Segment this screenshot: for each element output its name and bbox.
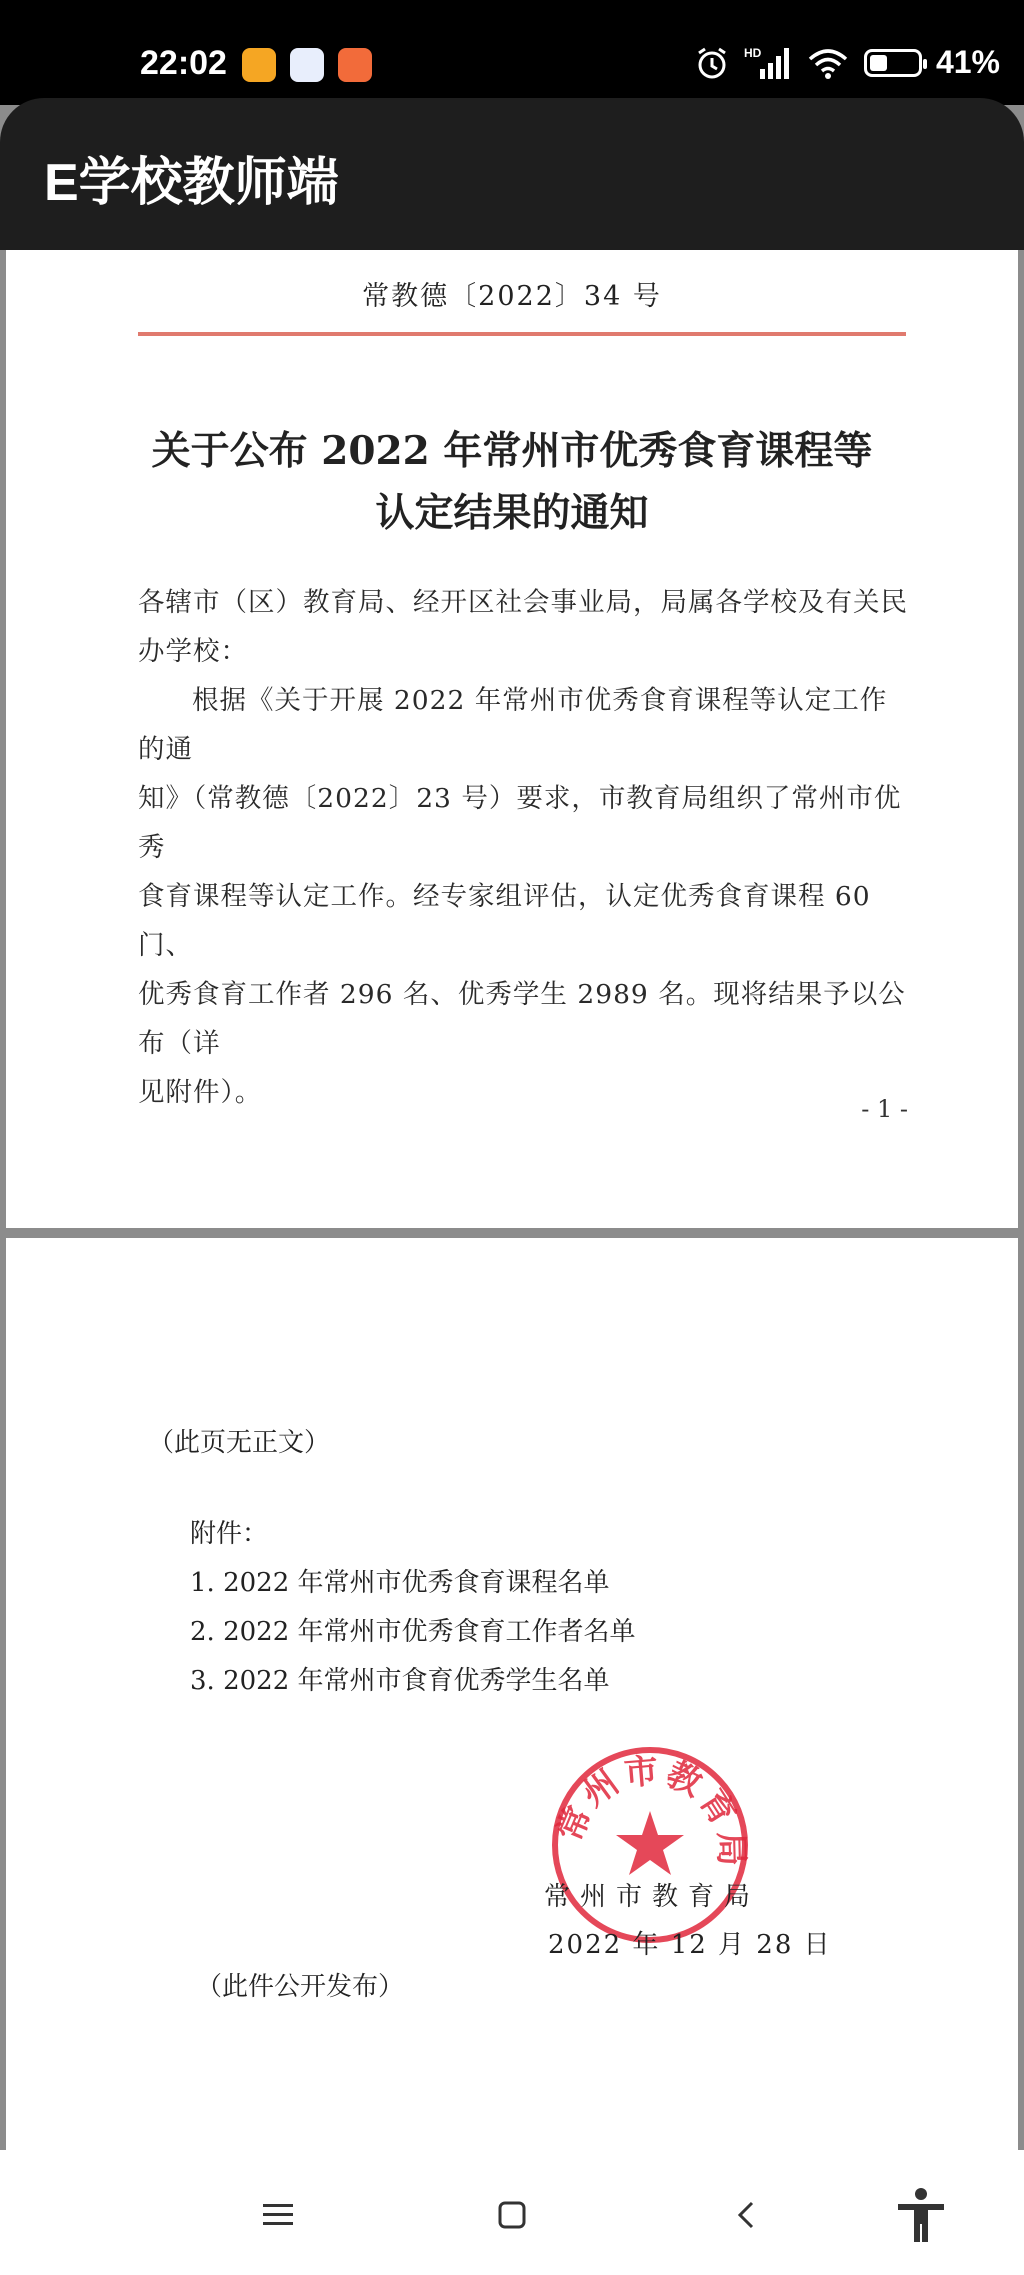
- notification-cloud-icon: [290, 48, 324, 82]
- battery-icon: [864, 49, 922, 77]
- issue-date: 2022 年 12 月 28 日: [548, 1930, 832, 1960]
- home-icon: [495, 2198, 529, 2232]
- page-number: - 1 -: [861, 1095, 908, 1123]
- app-bar: [0, 98, 1024, 250]
- document-page-2[interactable]: [6, 1238, 1018, 2150]
- document-number: 常教德〔2022〕34 号: [362, 281, 662, 312]
- status-bar: [0, 0, 1024, 105]
- document-title: [6, 420, 1018, 544]
- body-line-4: 优秀食育工作者 296 名、优秀学生 2989 名。现将结果予以公布（详: [138, 979, 906, 1059]
- public-release-note: （此件公开发布）: [196, 1972, 405, 2002]
- issuer-name: 常州市教育局: [544, 1882, 761, 1912]
- back-icon: [732, 2198, 762, 2232]
- alarm-icon: [694, 45, 730, 81]
- attachment-label: 附件：: [190, 1519, 269, 1549]
- system-nav-bar: [0, 2150, 1024, 2275]
- no-body-note: （此页无正文）: [148, 1428, 331, 1458]
- home-button[interactable]: [477, 2180, 547, 2250]
- document-page-1[interactable]: [6, 250, 1018, 1228]
- red-divider-line: [138, 332, 906, 336]
- status-time: 22:02: [140, 44, 227, 82]
- body-line-3: 食育课程等认定工作。经专家组评估，认定优秀食育课程 60 门、: [138, 881, 871, 961]
- menu-icon: [260, 2200, 296, 2230]
- accessibility-button[interactable]: [886, 2180, 956, 2250]
- addressee-line-1: 各辖市（区）教育局、经开区社会事业局，局属各学校及有关民: [138, 587, 908, 618]
- document-body: [138, 578, 908, 1117]
- accessibility-icon: [894, 2186, 948, 2244]
- title-line-2: 认定结果的通知: [375, 490, 649, 536]
- status-icons: [694, 44, 1000, 81]
- body-line-1: 根据《关于开展 2022 年常州市优秀食育课程等认定工作的通: [138, 685, 888, 765]
- menu-button[interactable]: [243, 2180, 313, 2250]
- notification-app-icon: [242, 48, 276, 82]
- attachment-item-3: 3. 2022 年常州市食育优秀学生名单: [190, 1666, 610, 1696]
- attachment-item-2: 2. 2022 年常州市优秀食育工作者名单: [190, 1617, 636, 1647]
- network-label: HD: [743, 45, 762, 60]
- notification-shop-icon: [338, 48, 372, 82]
- body-line-2: 知》（常教德〔2022〕23 号）要求，市教育局组织了常州市优秀: [138, 783, 902, 863]
- attachment-item-1: 1. 2022 年常州市优秀食育课程名单: [190, 1568, 610, 1598]
- official-seal-icon: [540, 1735, 760, 1955]
- addressee-line-2: 办学校：: [138, 636, 248, 667]
- signal-icon: [744, 45, 792, 81]
- body-line-5: 见附件）。: [138, 1077, 263, 1108]
- wifi-icon: [806, 45, 850, 81]
- app-title: E学校教师端: [44, 154, 339, 212]
- back-button[interactable]: [712, 2180, 782, 2250]
- title-line-1: 关于公布 2022 年常州市优秀食育课程等: [151, 428, 873, 474]
- battery-percentage: 41%: [935, 44, 1000, 80]
- seal-text: 常州市教育局: [549, 1750, 752, 1871]
- attachment-list: [190, 1510, 636, 1706]
